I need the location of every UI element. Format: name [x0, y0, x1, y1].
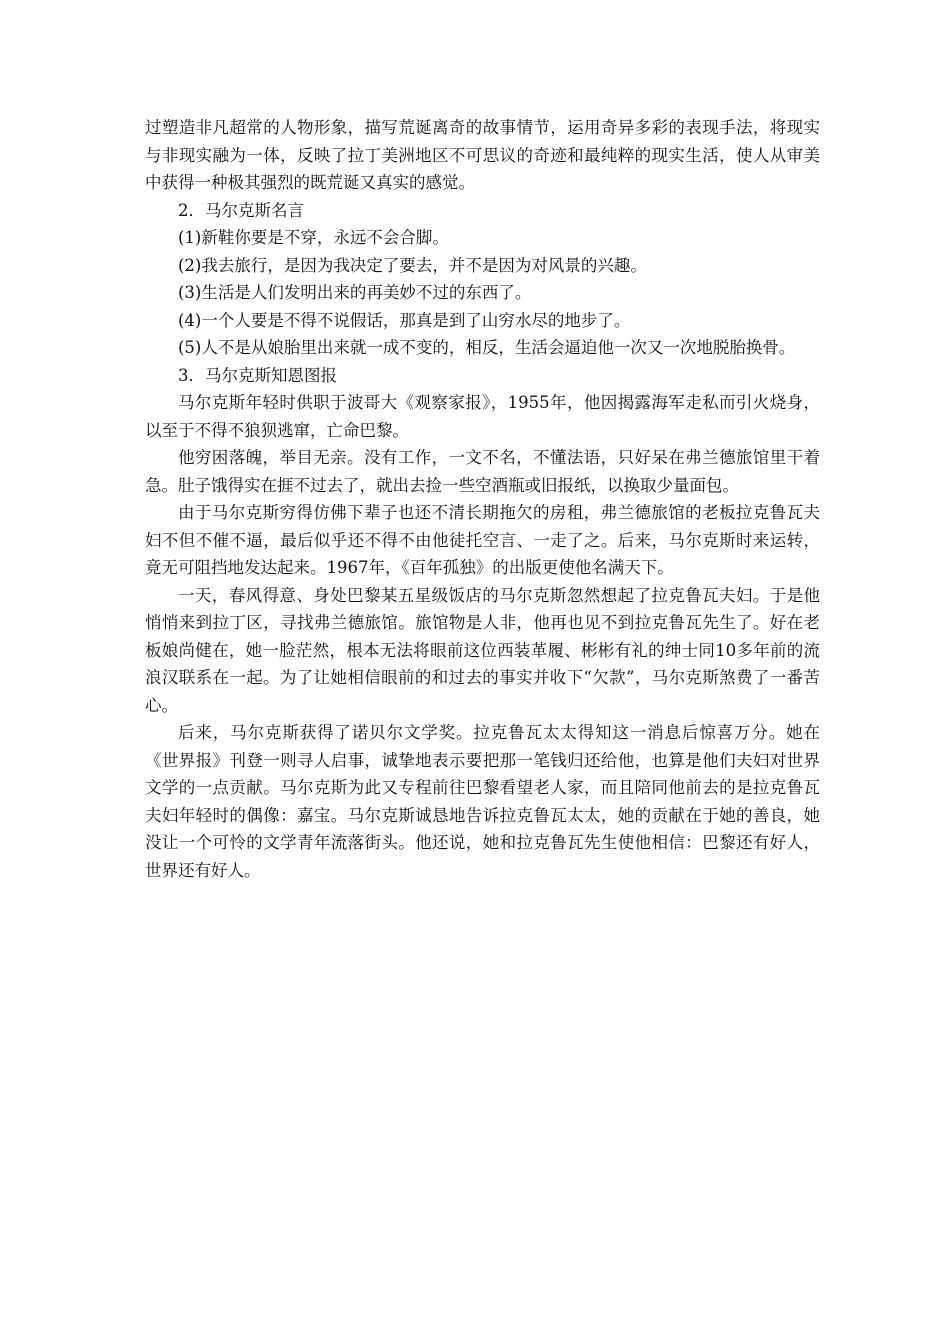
story-paragraph-1: 马尔克斯年轻时供职于波哥大《观察家报》，1955年，他因揭露海军走私而引火烧身，以至于不得不狼狈逃窜，亡命巴黎。 [145, 393, 820, 440]
quote-item-2: (2)我去旅行，是因为我决定了要去，并不是因为对风景的兴趣。 [178, 255, 647, 275]
section-heading-quotes: 2．马尔克斯名言 [178, 200, 304, 220]
quote-item-1: (1)新鞋你要是不穿，永远不会合脚。 [178, 228, 449, 247]
quote-item-5: (5)人不是从娘胎里出来就一成不变的，相反，生活会逼迫他一次又一次地脱胎换骨。 [178, 338, 796, 357]
quote-item-3: (3)生活是人们发明出来的再美妙不过的东西了。 [178, 283, 532, 302]
story-paragraph-3: 由于马尔克斯穷得仿佛下辈子也还不清长期拖欠的房租，弗兰德旅馆的老板拉克鲁瓦夫妇不但不催不逼，最后似乎还不得不由他徒托空言、一走了之。后来，马尔克斯时来运转，竟无可阻挡地发达起来。1967年，《百年孤独》的出版更使他名满天下。 [145, 503, 820, 577]
paragraph-intro-continuation: 过塑造非凡超常的人物形象，描写荒诞离奇的故事情节，运用奇异多彩的表现手法，将现实与非现实融为一体，反映了拉丁美洲地区不可思议的奇迹和最纯粹的现实生活，使人从审美中获得一种极其强烈的既荒诞又真实的感觉。 [145, 118, 820, 192]
quote-item-4: (4)一个人要是不得不说假话，那真是到了山穷水尽的地步了。 [178, 310, 631, 330]
document-body [145, 114, 820, 884]
story-paragraph-5: 后来，马尔克斯获得了诺贝尔文学奖。拉克鲁瓦太太得知这一消息后惊喜万分。她在《世界报》刊登一则寻人启事，诚挚地表示要把那一笔钱归还给他，也算是他们夫妇对世界文学的一点贡献。马尔克斯为此又专程前往巴黎看望老人家，而且陪同他前去的是拉克鲁瓦夫妇年轻时的偶像：嘉宝。马尔克斯诚恳地告诉拉克鲁瓦太太，她的贡献在于她的善良，她没让一个可怜的文学青年流落街头。他还说，她和拉克鲁瓦先生使他相信：巴黎还有好人，世界还有好人。 [145, 723, 820, 880]
section-heading-gratitude: 3．马尔克斯知恩图报 [178, 365, 337, 385]
story-paragraph-2: 他穷困落魄，举目无亲。没有工作，一文不名，不懂法语，只好呆在弗兰德旅馆里干着急。肚子饿得实在捱不过去了，就出去捡一些空酒瓶或旧报纸，以换取少量面包。 [145, 448, 820, 495]
story-paragraph-4: 一天，春风得意、身处巴黎某五星级饭店的马尔克斯忽然想起了拉克鲁瓦夫妇。于是他悄悄来到拉丁区，寻找弗兰德旅馆。旅馆物是人非，他再也见不到拉克鲁瓦先生了。好在老板娘尚健在，她一脸茫然，根本无法将眼前这位西装革履、彬彬有礼的绅士同10多年前的流浪汉联系在一起。为了让她相信眼前的和过去的事实并收下“欠款”，马尔克斯煞费了一番苦心。 [145, 585, 820, 715]
